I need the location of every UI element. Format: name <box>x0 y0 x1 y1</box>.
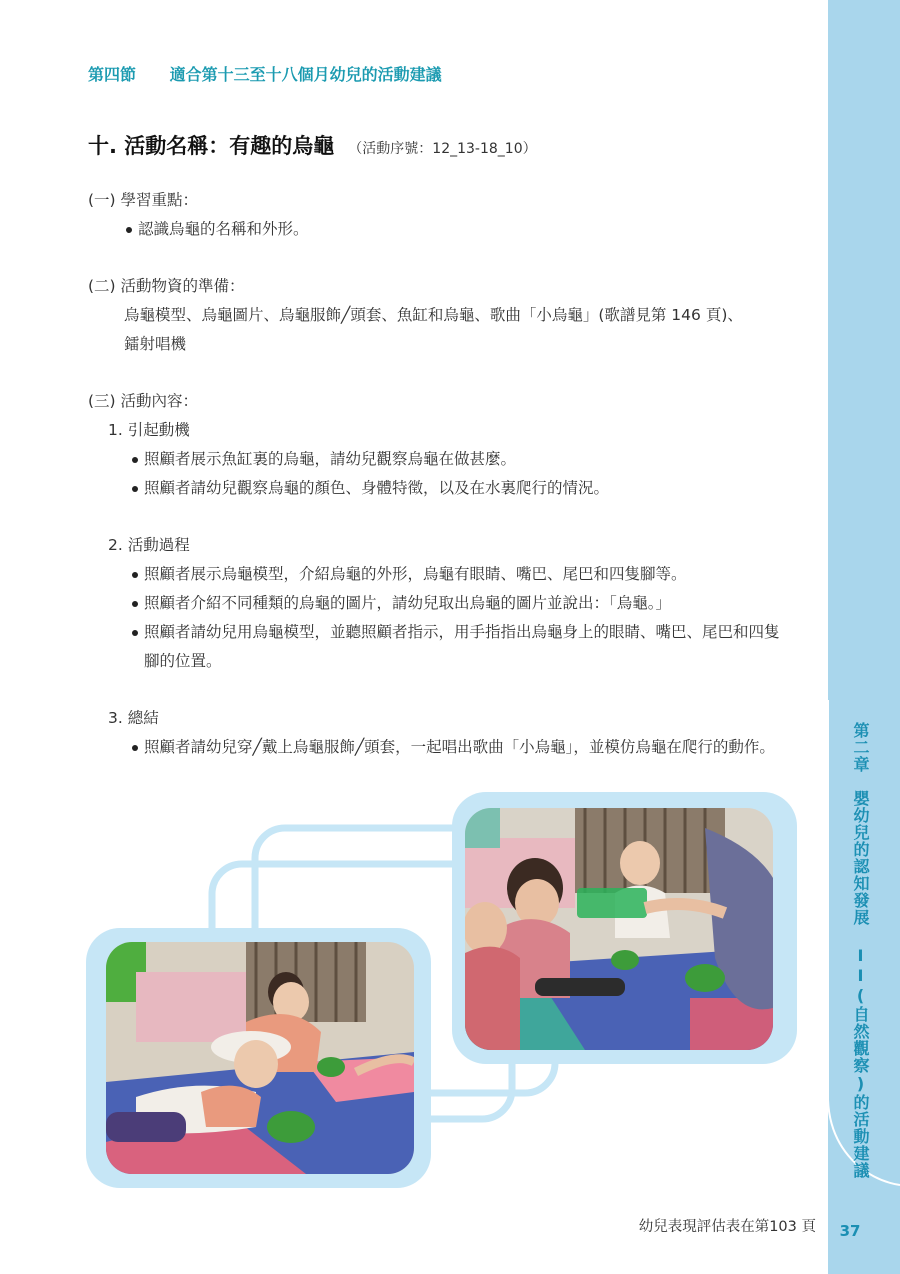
process-item: 照顧者請幼兒用烏龜模型，並聽照顧者指示，用手指指出烏龜身上的眼睛、嘴巴、尾巴和四隻 <box>130 618 828 647</box>
summary-item: 照顧者請幼兒穿╱戴上烏龜服飾╱頭套，一起唱出歌曲「小烏龜」，並模仿烏龜在爬行的動作。 <box>130 733 828 762</box>
section-title: 適合第十三至十八個月幼兒的活動建議 <box>169 65 442 84</box>
materials-section <box>88 272 743 359</box>
activity-name: 十. 活動名稱：有趣的烏龜 <box>88 134 335 158</box>
photo-children-looking-at-turtle-tank <box>465 808 773 1050</box>
activity-title <box>88 130 537 160</box>
process-item: 照顧者展示烏龜模型，介紹烏龜的外形，烏龜有眼睛、嘴巴、尾巴和四隻腳等。 <box>130 560 828 589</box>
materials-heading: (二) 活動物資的準備： <box>88 277 245 295</box>
process-item: 照顧者介紹不同種類的烏龜的圖片，請幼兒取出烏龜的圖片並說出：「烏龜。」 <box>130 589 828 618</box>
materials-line-2: 鐳射唱機 <box>124 335 187 353</box>
process-item-continuation: 腳的位置。 <box>144 652 222 670</box>
photo-children-crawling-with-turtle-toys <box>106 942 414 1174</box>
process-title: 2. 活動過程 <box>108 536 190 554</box>
motivation-item: 照顧者請幼兒觀察烏龜的顏色、身體特徵，以及在水裏爬行的情況。 <box>130 474 828 503</box>
content-section <box>88 387 828 762</box>
activity-serial: （活動序號：12_13-18_10） <box>348 141 537 157</box>
content-heading: (三) 活動內容： <box>88 392 199 410</box>
motivation-item: 照顧者展示魚缸裏的烏龜，請幼兒觀察烏龜在做甚麼。 <box>130 445 828 474</box>
learning-focus-section <box>88 186 309 244</box>
section-header <box>88 62 442 85</box>
motivation-title: 1. 引起動機 <box>108 421 190 439</box>
learning-focus-item: 認識烏龜的名稱和外形。 <box>124 215 309 244</box>
materials-line-1: 烏龜模型、烏龜圖片、烏龜服飾╱頭套、魚缸和烏龜、歌曲「小烏龜」(歌譜見第 146 頁)、 <box>124 306 743 324</box>
section-number: 第四節 <box>88 65 137 84</box>
page-number: 37 <box>839 1222 861 1240</box>
chapter-title-vertical: 第二章 嬰幼兒的認知發展 II(自然觀察)的活動建議 <box>851 722 870 1179</box>
learning-focus-heading: (一) 學習重點： <box>88 191 199 209</box>
assessment-reference: 幼兒表現評估表在第103 頁 <box>638 1219 816 1235</box>
summary-title: 3. 總結 <box>108 709 159 727</box>
